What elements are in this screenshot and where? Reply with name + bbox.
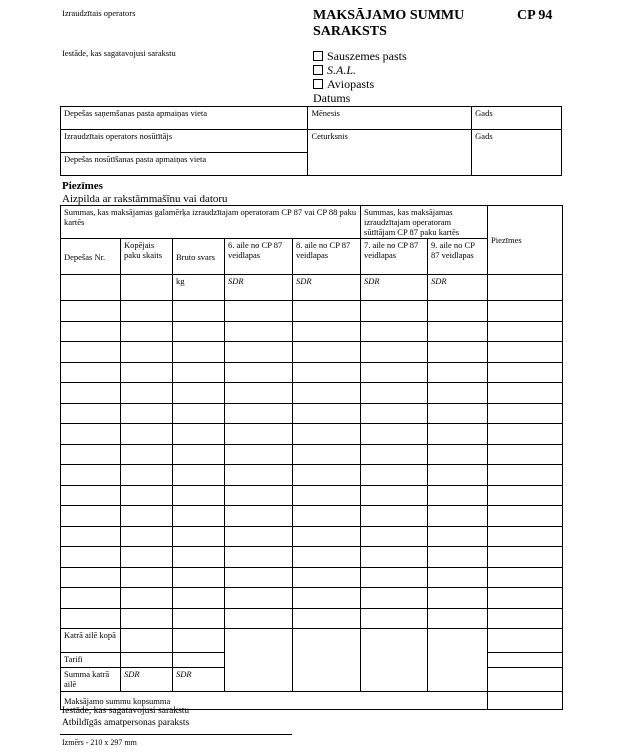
total-row [61,629,563,653]
checkbox-icon[interactable] [313,51,323,61]
table-cell[interactable] [121,301,173,322]
total-label: Katrā ailē kopā [61,629,121,653]
table-cell[interactable] [428,608,488,629]
table-cell[interactable] [173,588,225,609]
table-cell[interactable] [225,485,293,506]
grand-total-label: Maksājamo summu kopsumma [61,692,488,710]
col-parcels-header: Kopējais paku skaits [121,239,173,275]
table-cell[interactable] [488,485,563,506]
table-cell[interactable] [225,342,293,363]
form-code: CP 94 [517,8,553,23]
table-cell[interactable] [488,321,563,342]
table-cell[interactable] [173,526,225,547]
table-cell[interactable] [361,547,428,568]
table-cell[interactable] [61,424,121,445]
unit-kg: kg [173,275,225,301]
table-cell[interactable] [225,383,293,404]
table-cell[interactable] [428,321,488,342]
checkbox-icon[interactable] [313,79,323,89]
footer-divider [60,734,292,735]
table-cell[interactable] [488,588,563,609]
col9-header: 9. aile no CP 87 veidlapas [428,239,488,275]
month-cell[interactable]: Mēnesis [308,107,472,130]
table-cell[interactable] [173,301,225,322]
table-cell[interactable] [61,362,121,383]
table-cell[interactable] [293,547,361,568]
form-title-line2: SARAKSTS [313,24,387,39]
table-row [61,485,563,506]
table-cell[interactable] [428,526,488,547]
footer-signature: Atbildīgās amatpersonas paraksts [62,718,190,728]
table-cell[interactable] [428,588,488,609]
table-cell[interactable] [61,403,121,424]
sum-label: Summa katrā ailē [61,668,121,692]
table-row [61,301,563,322]
col7-header: 7. aile no CP 87 veidlapas [361,239,428,275]
table-cell[interactable] [225,608,293,629]
table-cell[interactable] [293,629,361,692]
table-cell[interactable] [488,506,563,527]
transport-options [313,49,407,105]
table-cell[interactable] [293,444,361,465]
table-row [61,444,563,465]
blank-rows [61,301,563,629]
table-cell[interactable] [293,588,361,609]
table-row [61,608,563,629]
table-cell[interactable] [121,567,173,588]
year2-cell[interactable]: Gads [472,130,562,176]
table-cell[interactable] [361,485,428,506]
table-cell[interactable] [61,301,121,322]
table-cell[interactable] [488,275,563,301]
table-cell[interactable] [428,629,488,692]
table-cell[interactable] [173,465,225,486]
table-cell[interactable] [61,321,121,342]
dispatch-place-cell[interactable]: Depešas saņemšanas pasta apmaiņas vieta [61,107,308,130]
table-cell[interactable] [61,465,121,486]
option-surface[interactable]: Sauszemes pasts [313,49,407,63]
table-cell[interactable] [361,403,428,424]
checkbox-icon[interactable] [313,65,323,75]
table-cell[interactable] [488,383,563,404]
table-cell[interactable] [61,526,121,547]
table-cell[interactable] [61,342,121,363]
table-cell[interactable] [361,362,428,383]
form-title-line1: MAKSĀJAMO SUMMU [313,8,465,23]
table-cell[interactable] [225,444,293,465]
operator-label: Izraudzītais operators [62,8,136,18]
table-cell[interactable] [428,444,488,465]
table-cell[interactable] [488,465,563,486]
table-cell[interactable] [173,608,225,629]
table-cell[interactable] [293,567,361,588]
info-table [60,106,562,176]
table-row [61,526,563,547]
table-cell[interactable] [428,424,488,445]
table-cell[interactable] [428,383,488,404]
table-cell[interactable] [173,444,225,465]
table-cell[interactable] [488,653,563,668]
table-cell[interactable] [173,653,225,668]
footer-institution: Iestāde, kas sagatavojusi sarakstu [62,706,190,716]
notes-title: Piezīmes [62,180,103,192]
table-row [61,342,563,363]
table-cell[interactable] [361,506,428,527]
tariff-label: Tarifi [61,653,121,668]
table-cell[interactable] [293,526,361,547]
table-cell[interactable] [488,342,563,363]
table-cell[interactable] [361,301,428,322]
table-cell[interactable] [121,608,173,629]
units-row [61,275,563,301]
table-cell[interactable] [173,485,225,506]
table-cell[interactable] [121,485,173,506]
sum-sdr: SDR [173,668,225,692]
table-cell[interactable] [428,547,488,568]
table-cell[interactable] [428,567,488,588]
table-cell[interactable] [121,506,173,527]
institution-label: Iestāde, kas sagatavojusi sarakstu [62,48,176,58]
table-cell[interactable] [361,424,428,445]
table-cell[interactable] [173,362,225,383]
table-cell[interactable] [488,567,563,588]
table-cell[interactable] [173,506,225,527]
table-row [61,547,563,568]
table-cell[interactable] [121,362,173,383]
quarter-cell[interactable]: Ceturksnis [308,130,472,176]
col-weight-header: Bruto svars [173,239,225,275]
table-cell[interactable] [121,321,173,342]
sender-operator-cell[interactable]: Izraudzītais operators nosūtītājs [61,130,308,153]
table-row [61,506,563,527]
table-cell[interactable] [361,567,428,588]
table-cell[interactable] [121,547,173,568]
table-cell[interactable] [293,424,361,445]
table-cell[interactable] [121,526,173,547]
col-dispatch-header: Depešas Nr. [61,239,121,275]
table-row [61,567,563,588]
table-cell[interactable] [61,547,121,568]
table-cell[interactable] [225,424,293,445]
table-cell[interactable] [293,465,361,486]
table-cell[interactable] [293,485,361,506]
table-cell[interactable] [121,444,173,465]
table-cell[interactable] [173,424,225,445]
col8-header: 8. aile no CP 87 veidlapas [293,239,361,275]
table-cell[interactable] [225,301,293,322]
table-cell[interactable] [293,383,361,404]
table-cell[interactable] [121,653,173,668]
fill-instruction: Aizpilda ar rakstāmmašīnu vai datoru [62,193,228,205]
table-cell[interactable] [225,506,293,527]
table-cell[interactable] [225,567,293,588]
table-cell[interactable] [225,547,293,568]
table-cell[interactable] [121,383,173,404]
table-row [61,403,563,424]
table-cell[interactable] [121,465,173,486]
table-cell[interactable] [361,321,428,342]
table-cell[interactable] [293,342,361,363]
unit-sdr: SDR [225,275,293,301]
table-cell[interactable] [61,275,121,301]
unit-sdr: SDR [428,275,488,301]
table-cell[interactable] [61,444,121,465]
table-cell[interactable] [488,547,563,568]
table-cell[interactable] [225,321,293,342]
table-cell[interactable] [121,342,173,363]
table-cell[interactable] [488,444,563,465]
date-label: Datums [313,91,351,105]
footer-size: Izmērs - 210 x 297 mm [62,738,137,747]
table-cell[interactable] [361,465,428,486]
table-cell[interactable] [428,301,488,322]
sum-sdr: SDR [121,668,173,692]
table-cell[interactable] [361,444,428,465]
col6-header: 6. aile no CP 87 veidlapas [225,239,293,275]
table-cell[interactable] [225,465,293,486]
table-cell[interactable] [121,275,173,301]
table-cell[interactable] [173,629,225,653]
table-row [61,424,563,445]
table-cell[interactable] [293,403,361,424]
unit-sdr: SDR [293,275,361,301]
table-cell[interactable] [361,526,428,547]
table-cell[interactable] [293,321,361,342]
table-cell[interactable] [225,362,293,383]
table-cell[interactable] [173,342,225,363]
remarks-header: Piezīmes [488,206,563,275]
table-cell[interactable] [428,362,488,383]
table-cell[interactable] [173,321,225,342]
send-place-cell[interactable]: Depešas nosūtīšanas pasta apmaiņas vieta [61,153,308,176]
table-cell[interactable] [225,403,293,424]
table-cell[interactable] [428,485,488,506]
group2-header: Summas, kas maksājamas izraudzītajam operatoram sūtītājam CP 87 paku kartēs [361,206,488,239]
option-sal[interactable]: S.A.L. [313,63,407,77]
table-cell[interactable] [428,403,488,424]
table-cell[interactable] [61,506,121,527]
table-cell[interactable] [121,588,173,609]
table-cell[interactable] [293,506,361,527]
unit-sdr: SDR [361,275,428,301]
table-cell[interactable] [488,301,563,322]
option-air[interactable]: Aviopasts [313,77,407,91]
table-cell[interactable] [488,403,563,424]
amounts-table [60,205,563,710]
table-cell[interactable] [121,424,173,445]
table-cell[interactable] [61,567,121,588]
table-row [61,465,563,486]
table-cell[interactable] [488,608,563,629]
table-cell[interactable] [61,608,121,629]
table-cell[interactable] [488,629,563,653]
table-cell[interactable] [488,692,563,710]
table-cell[interactable] [488,362,563,383]
table-cell[interactable] [225,629,293,692]
table-cell[interactable] [488,526,563,547]
table-cell[interactable] [361,588,428,609]
table-cell[interactable] [173,567,225,588]
group1-header: Summas, kas maksājamas galamērķa izraudzītajam operatoram CP 87 vai CP 88 paku kartēs [61,206,361,239]
table-cell[interactable] [428,342,488,363]
table-cell[interactable] [225,588,293,609]
table-cell[interactable] [361,383,428,404]
year1-cell[interactable]: Gads [472,107,562,130]
table-row [61,321,563,342]
table-cell[interactable] [173,383,225,404]
table-cell[interactable] [61,383,121,404]
table-cell[interactable] [293,362,361,383]
table-cell[interactable] [488,668,563,692]
table-row [61,362,563,383]
table-cell[interactable] [293,301,361,322]
table-cell[interactable] [173,403,225,424]
table-cell[interactable] [428,506,488,527]
table-cell[interactable] [361,629,428,692]
table-cell[interactable] [225,526,293,547]
table-cell[interactable] [61,485,121,506]
table-cell[interactable] [61,588,121,609]
table-cell[interactable] [293,608,361,629]
table-cell[interactable] [121,629,173,653]
table-cell[interactable] [121,403,173,424]
form-title [313,8,464,40]
table-cell[interactable] [488,424,563,445]
table-row [61,588,563,609]
table-cell[interactable] [361,608,428,629]
table-cell[interactable] [173,547,225,568]
table-cell[interactable] [361,342,428,363]
table-row [61,383,563,404]
table-cell[interactable] [428,465,488,486]
